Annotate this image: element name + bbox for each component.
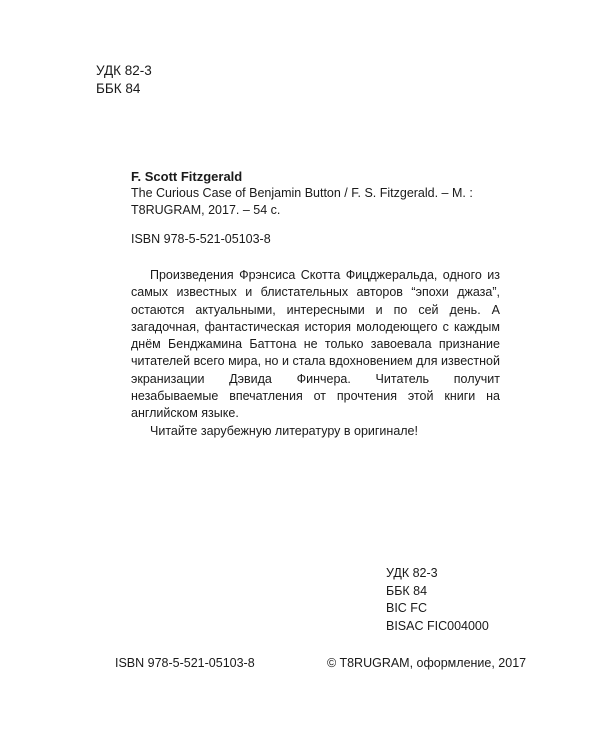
annotation-paragraph: Произведения Фрэнсиса Скотта Фицджеральда, одного из самых известных и блистательных авторов “эпохи джаза”, остаются актуальными, интересными и по сей день. А загадочная, фантастическая история молодеющего с каждым днём Бенджамина Баттона не только завоевала признание читателей всего мира, но и стала вдохновением для известной экранизации Дэвида Финчера. Читатель получит незабываемые впечатления от прочтения этой книги на английском языке. bbox=[131, 268, 500, 421]
bic-code: BIC FC bbox=[386, 601, 427, 615]
bibliographic-record bbox=[131, 168, 511, 219]
author-name: F. Scott Fitzgerald bbox=[131, 169, 243, 184]
annotation-paragraph: Читайте зарубежную литературу в оригинале! bbox=[150, 423, 418, 438]
bisac-code: BISAC FIC004000 bbox=[386, 618, 489, 633]
footer-isbn: ISBN 978-5-521-05103-8 bbox=[115, 656, 255, 670]
bibliographic-description: The Curious Case of Benjamin Button / F. S. Fitzgerald. – M. : T8RUGRAM, 2017. – 54 c. bbox=[131, 186, 473, 217]
bbk-code: ББК 84 bbox=[96, 81, 141, 96]
record-isbn: ISBN 978-5-521-05103-8 bbox=[131, 232, 271, 246]
udk-code: УДК 82-3 bbox=[96, 63, 152, 78]
top-classification-codes bbox=[96, 62, 152, 98]
bbk-code: ББК 84 bbox=[386, 583, 428, 598]
udk-code: УДК 82-3 bbox=[386, 566, 438, 580]
classification-block bbox=[386, 565, 489, 635]
annotation bbox=[131, 267, 500, 440]
copyright-notice: © T8RUGRAM, оформление, 2017 bbox=[327, 656, 527, 670]
